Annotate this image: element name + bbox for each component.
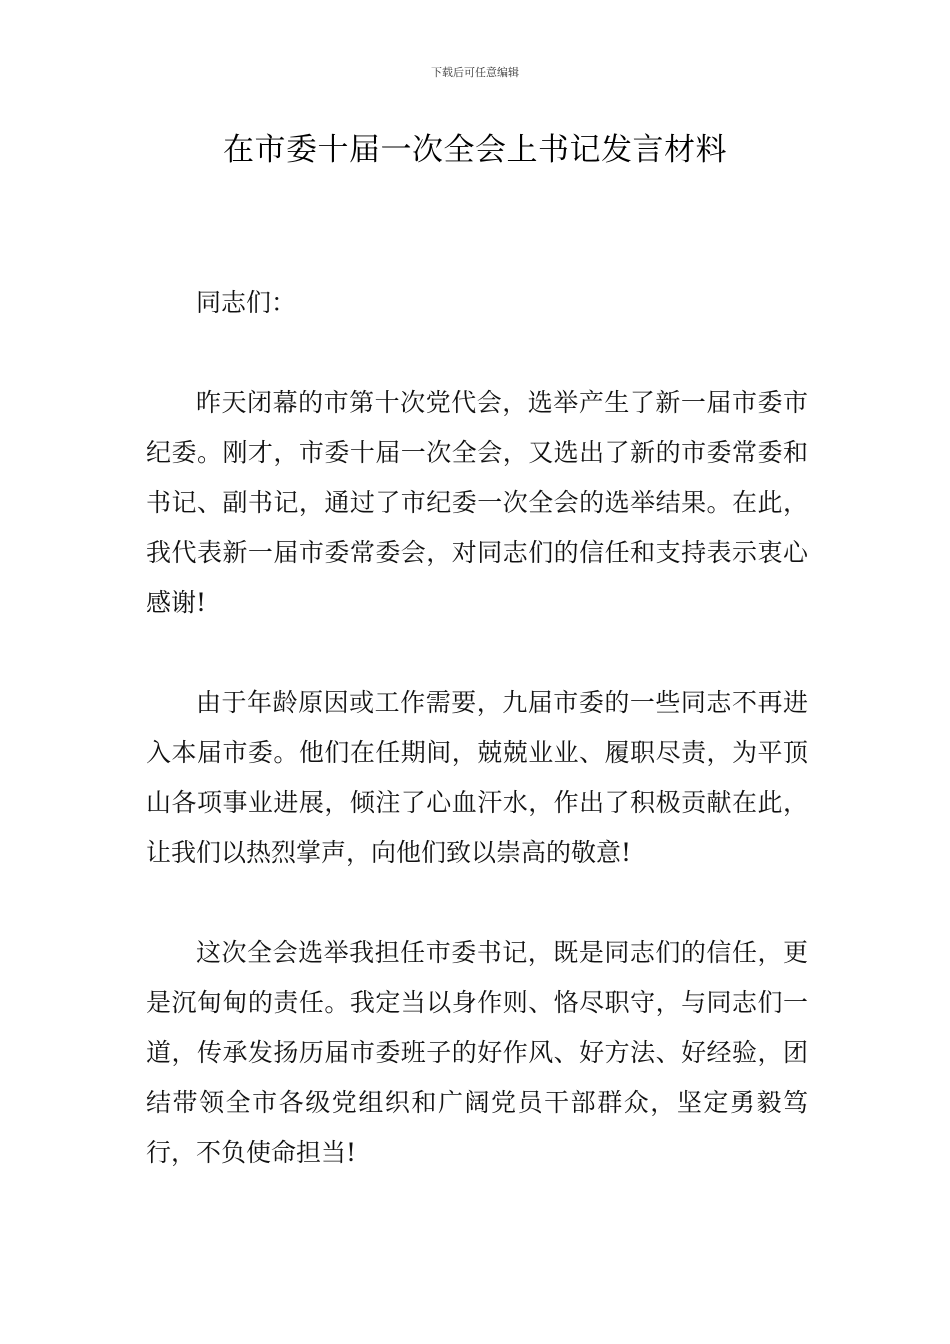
paragraph-3: 这次全会选举我担任市委书记，既是同志们的信任，更是沉甸甸的责任。我定当以身作则、恪尽职守，与同志们一道，传承发扬历届市委班子的好作风、好方法、好经验，团结带领全市各级党组织和广阔党员干部群众，坚定勇毅笃行，不负使命担当!: [146, 938, 808, 1167]
paragraph-2: 由于年龄原因或工作需要，九届市委的一些同志不再进入本届市委。他们在任期间，兢兢业业、履职尽责，为平顶山各项事业进展，倾注了心血汗水，作出了积极贡献在此，让我们以热烈掌声，向他们致以崇高的敬意!: [146, 688, 808, 867]
document-body: [146, 278, 808, 1228]
salutation: 同志们：: [196, 288, 297, 317]
header-note: 下载后可任意编辑: [431, 66, 519, 79]
paragraph-1: 昨天闭幕的市第十次党代会，选举产生了新一届市委市纪委。刚才，市委十届一次全会，又选出了新的市委常委和书记、副书记，通过了市纪委一次全会的选举结果。在此，我代表新一届市委常委会，对同志们的信任和支持表示衷心感谢!: [146, 388, 808, 617]
document-title: 在市委十届一次全会上书记发言材料: [223, 132, 727, 168]
